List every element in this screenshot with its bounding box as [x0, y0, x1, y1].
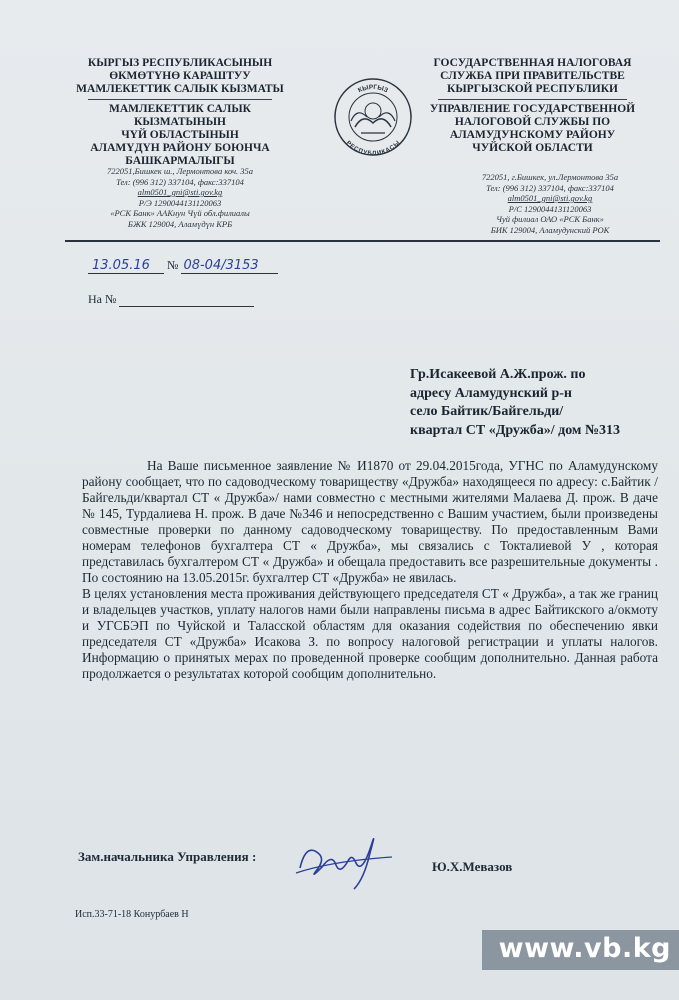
watermark-badge [482, 930, 679, 970]
body-paragraph: На Ваше письменное заявление № И1870 от 29.04.2015года, УГНС по Аламудунскому району сообщает, что по садоводческому товариществу «Дружба» находящееся по адресу: с.Байтик /Байгельди/квартал СТ « Дружба»/ нами совместно с местными жителями Малаева Д. прож. В даче № 145, Турдалиева Н. прож. В даче №346 и непосредственно с Вашим участием, были произведены совместные проверки по данному садоводческому товариществу. По предоставленным Вами номерам телефонов бухгалтера СТ « Дружба», мы связались с Токталиевой У , которая представилась бухгалтером СТ « Дружба» и обещала предоставить все разрешительные документы . По состоянию на 13.05.2015г. бухгалтер СТ «Дружба» не явилась. [82, 458, 658, 585]
recipient-line: адресу Аламудунский р-н [410, 385, 572, 401]
address-line: «РСК Банк» ААКнун Чүй обл.филиалы [110, 208, 250, 218]
address-line: Чуй филиал ОАО «РСК Банк» [496, 214, 604, 224]
email-line: alm0501_gni@sti.gov.kg [507, 193, 593, 203]
state-emblem-icon [333, 77, 413, 157]
reply-to-line [88, 292, 254, 307]
signatory-name: Ю.Х.Мевазов [432, 859, 513, 874]
address-line: БЖК 129004, Аламүдүн КРБ [127, 218, 233, 229]
watermark-text: www.vb.kg [498, 933, 671, 964]
header-left-line: АЛАМҮДҮН РАЙОНУ БОЮНЧА [90, 142, 270, 154]
registration-line [88, 258, 278, 274]
letter-body [82, 458, 658, 682]
registration-number-prefix: № [167, 258, 179, 272]
header-divider [88, 99, 272, 100]
address-line: Р/Э 1290044131120063 [138, 197, 222, 208]
header-right-line: СЛУЖБА ПРИ ПРАВИТЕЛЬСТВЕ [440, 70, 625, 82]
header-left-line: ЧҮЙ ОБЛАСТЫНЫН [121, 129, 239, 141]
header-left-line: МАМЛЕКЕТТИК САЛЫК КЫЗМАТЫНЫН [109, 103, 251, 128]
header-left-line: КЫРГЫЗ РЕСПУБЛИКАСЫНЫН [87, 57, 273, 69]
address-line: Р/С 1290044131120063 [508, 203, 592, 214]
header-left-line: БАШКАРМАЛЫГЫ [125, 155, 235, 167]
emblem-inscription-bottom: РЕСПУБЛИКАСЫ [344, 140, 402, 157]
recipient-line: квартал СТ «Дружба»/ дом №313 [410, 422, 621, 438]
header-right-line: КЫРГЫЗСКОЙ РЕСПУБЛИКИ [447, 83, 618, 95]
recipient-line: Гр.Исакеевой А.Ж.прож. по [410, 367, 586, 382]
recipient-block [410, 366, 670, 440]
header-right-line: ГОСУДАРСТВЕННАЯ НАЛОГОВАЯ [433, 57, 632, 69]
email-line: alm0501_gni@sti.gov.kg [137, 187, 223, 197]
registration-date: 13.05.16 [88, 258, 164, 274]
header-left-line: МАМЛЕКЕТТИК САЛЫК КЫЗМАТЫ [76, 83, 284, 95]
address-line: 722051,Бишкек ш., Лермонтова коч. 35а [106, 166, 254, 176]
handwritten-signature-icon [292, 823, 402, 893]
header-right-line: УПРАВЛЕНИЕ ГОСУДАРСТВЕННОЙ [429, 103, 636, 115]
header-right-line: НАЛОГОВОЙ СЛУЖБЫ ПО [454, 116, 611, 128]
address-line: БИК 129004, Аламудунский РОК [490, 224, 610, 235]
recipient-line: село Байтик/Байгельди/ [410, 404, 564, 419]
header-rule [65, 240, 660, 242]
reply-to-blank [119, 294, 254, 307]
address-left [90, 166, 270, 229]
signatory-title: Зам.начальника Управления : [78, 849, 257, 864]
header-left [70, 57, 290, 168]
executor-line: Исп.33-71-18 Конурбаев Н [75, 909, 189, 920]
header-right [420, 57, 645, 155]
body-paragraph: В целях установления места проживания действующего председателя СТ « Дружба», а так же границ и владельцев участков, уплату налогов нами были направлены письма в адрес Байтикского а/окмоту и УГСБЭП по Чуйской и Таласской областям для оказания содействия по обеспечению явки председателя СТ «Дружба» Исакова З. по вопросу налоговой регистрации и уплаты налогов. Информацию о принятых мерах по проведенной проверке сообщим дополнительно. Данная работа продолжается о результатах которой сообщим дополнительно. [82, 586, 658, 681]
address-line: Тел: (996 312) 337104, факс:337104 [116, 176, 244, 187]
address-line: 722051, г.Бишкек, ул.Лермонтова 35а [481, 172, 619, 182]
emblem-inscription-top: КЫРГЫЗ [357, 83, 389, 95]
header-left-line: ӨКМӨТҮНӨ КАРАШТУУ [109, 70, 251, 82]
address-right [455, 172, 645, 235]
header-right-line: АЛАМУДУНСКОМУ РАЙОНУ [449, 129, 616, 141]
reply-to-label: На № [88, 292, 117, 306]
header-right-line: ЧУЙСКОЙ ОБЛАСТИ [472, 142, 593, 154]
header-divider [438, 99, 627, 100]
registration-number: 08-04/3153 [181, 258, 278, 274]
address-line: Тел: (996 312) 337104, факс:337104 [486, 182, 614, 193]
